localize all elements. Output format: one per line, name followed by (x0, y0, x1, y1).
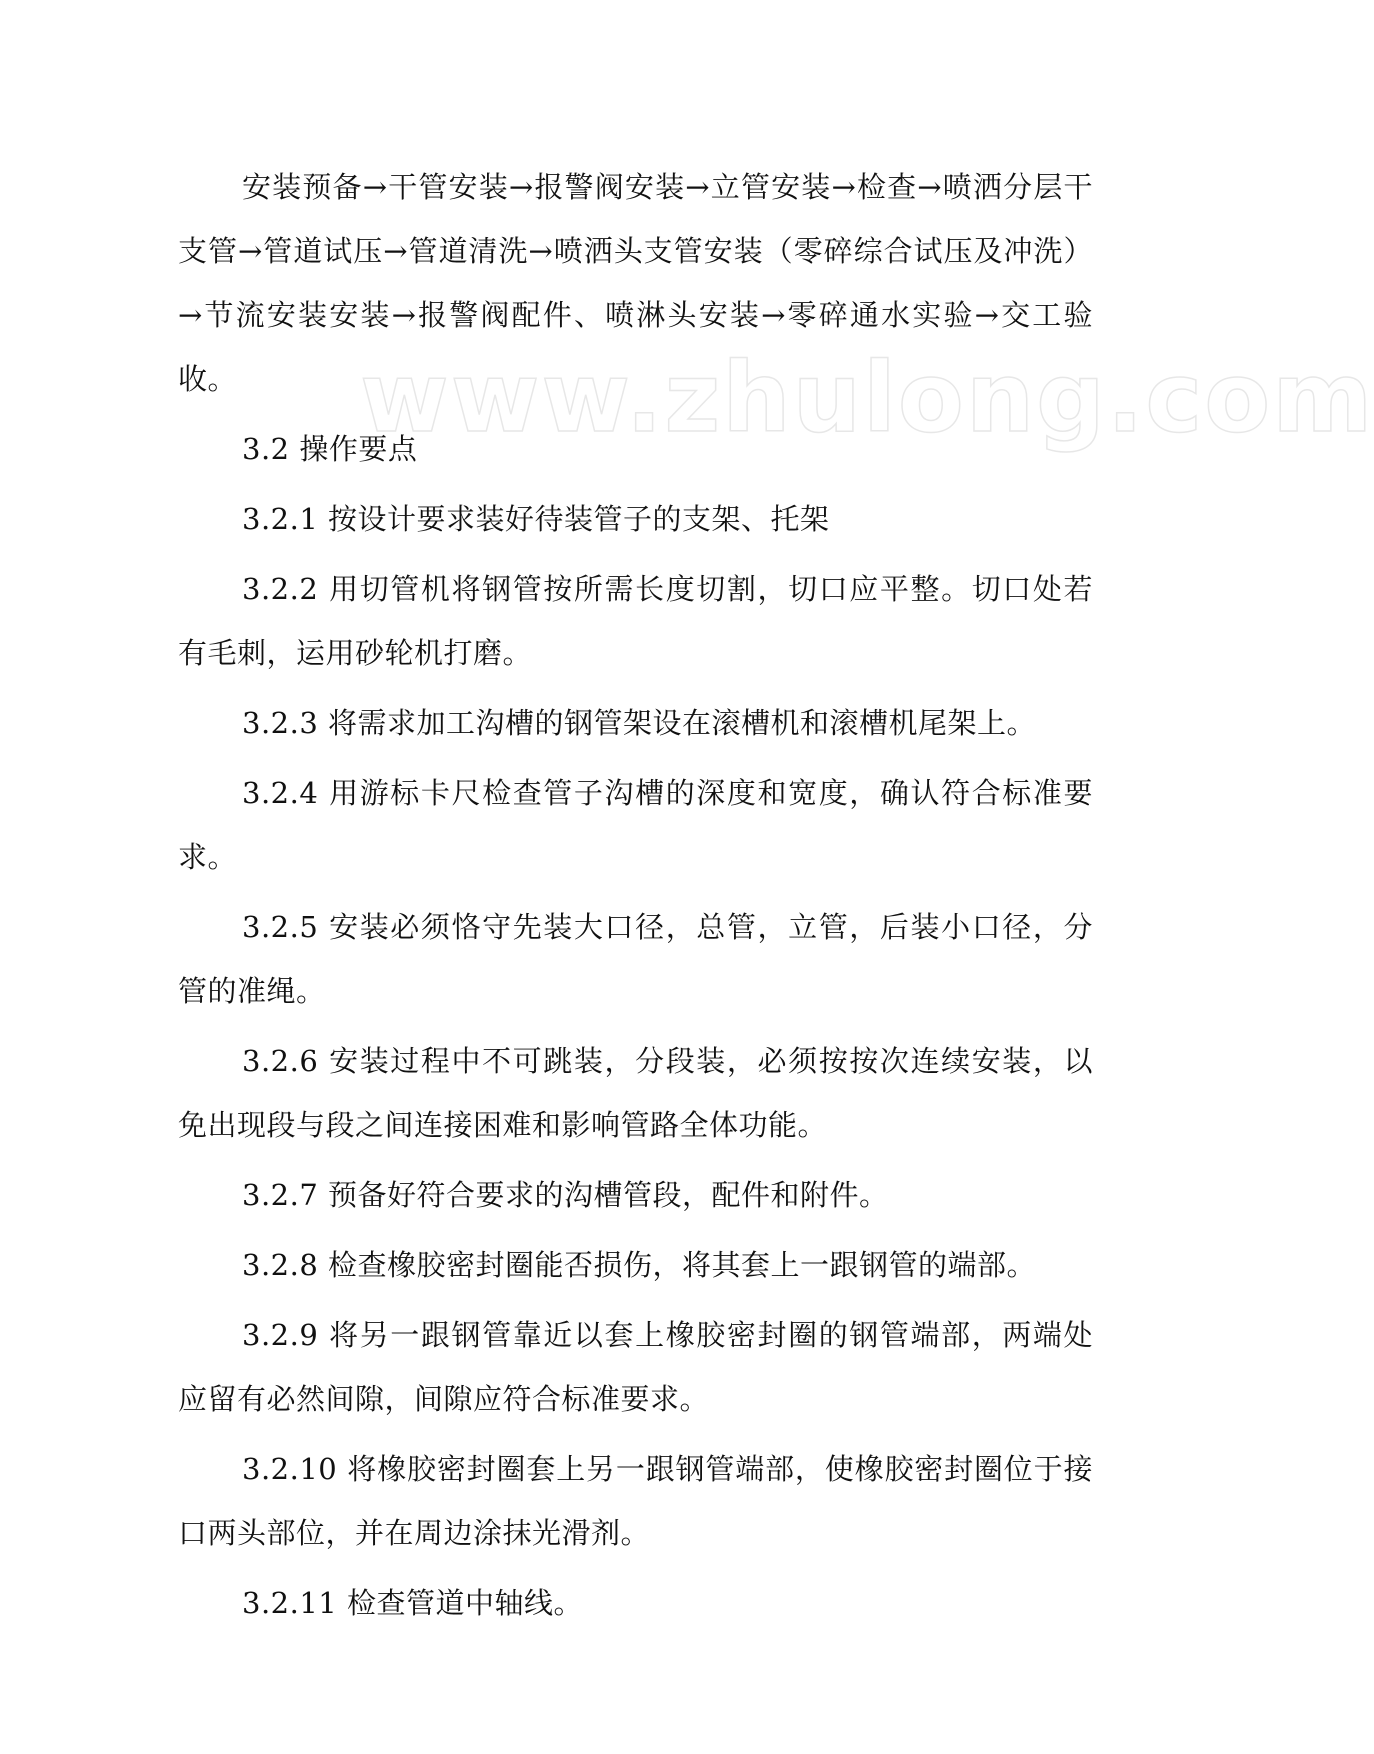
paragraph-3-2-7: 3.2.7 预备好符合要求的沟槽管段，配件和附件。 (242, 1178, 889, 1212)
paragraph-3-2-11: 3.2.11 检查管道中轴线。 (242, 1586, 583, 1620)
paragraph-3-2-2: 3.2.2 用切管机将钢管按所需长度切割，切口应平整。切口处若有毛刺，运用砂轮机打磨。 (178, 572, 1093, 670)
paragraph-process-flow: 安装预备→干管安装→报警阀安装→立管安装→检查→喷洒分层干支管→管道试压→管道清洗→喷洒头支管安装（零碎综合试压及冲洗）→节流安装安装→报警阀配件、喷淋头安装→零碎通水实验→交工验收。 (178, 170, 1093, 396)
paragraph-3-2-3: 3.2.3 将需求加工沟槽的钢管架设在滚槽机和滚槽机尾架上。 (242, 706, 1037, 740)
paragraph-3-2-1: 3.2.1 按设计要求装好待装管子的支架、托架 (242, 502, 830, 536)
watermark: www.zhulong.com (360, 342, 1374, 454)
paragraph-3-2-10: 3.2.10 将橡胶密封圈套上另一跟钢管端部，使橡胶密封圈位于接口两头部位，并在周边涂抹光滑剂。 (178, 1452, 1093, 1550)
section-heading-operation-points: 3.2 操作要点 (242, 432, 418, 466)
paragraph-3-2-9: 3.2.9 将另一跟钢管靠近以套上橡胶密封圈的钢管端部，两端处应留有必然间隙，间隙应符合标准要求。 (178, 1318, 1093, 1416)
paragraph-3-2-5: 3.2.5 安装必须恪守先装大口径，总管，立管，后装小口径，分管的准绳。 (178, 910, 1093, 1008)
paragraph-3-2-6: 3.2.6 安装过程中不可跳装，分段装，必须按按次连续安装，以免出现段与段之间连接困难和影响管路全体功能。 (178, 1044, 1093, 1142)
paragraph-3-2-8: 3.2.8 检查橡胶密封圈能否损伤，将其套上一跟钢管的端部。 (242, 1248, 1037, 1282)
paragraph-3-2-4: 3.2.4 用游标卡尺检查管子沟槽的深度和宽度，确认符合标准要求。 (178, 776, 1093, 874)
document-body (178, 155, 1093, 1641)
